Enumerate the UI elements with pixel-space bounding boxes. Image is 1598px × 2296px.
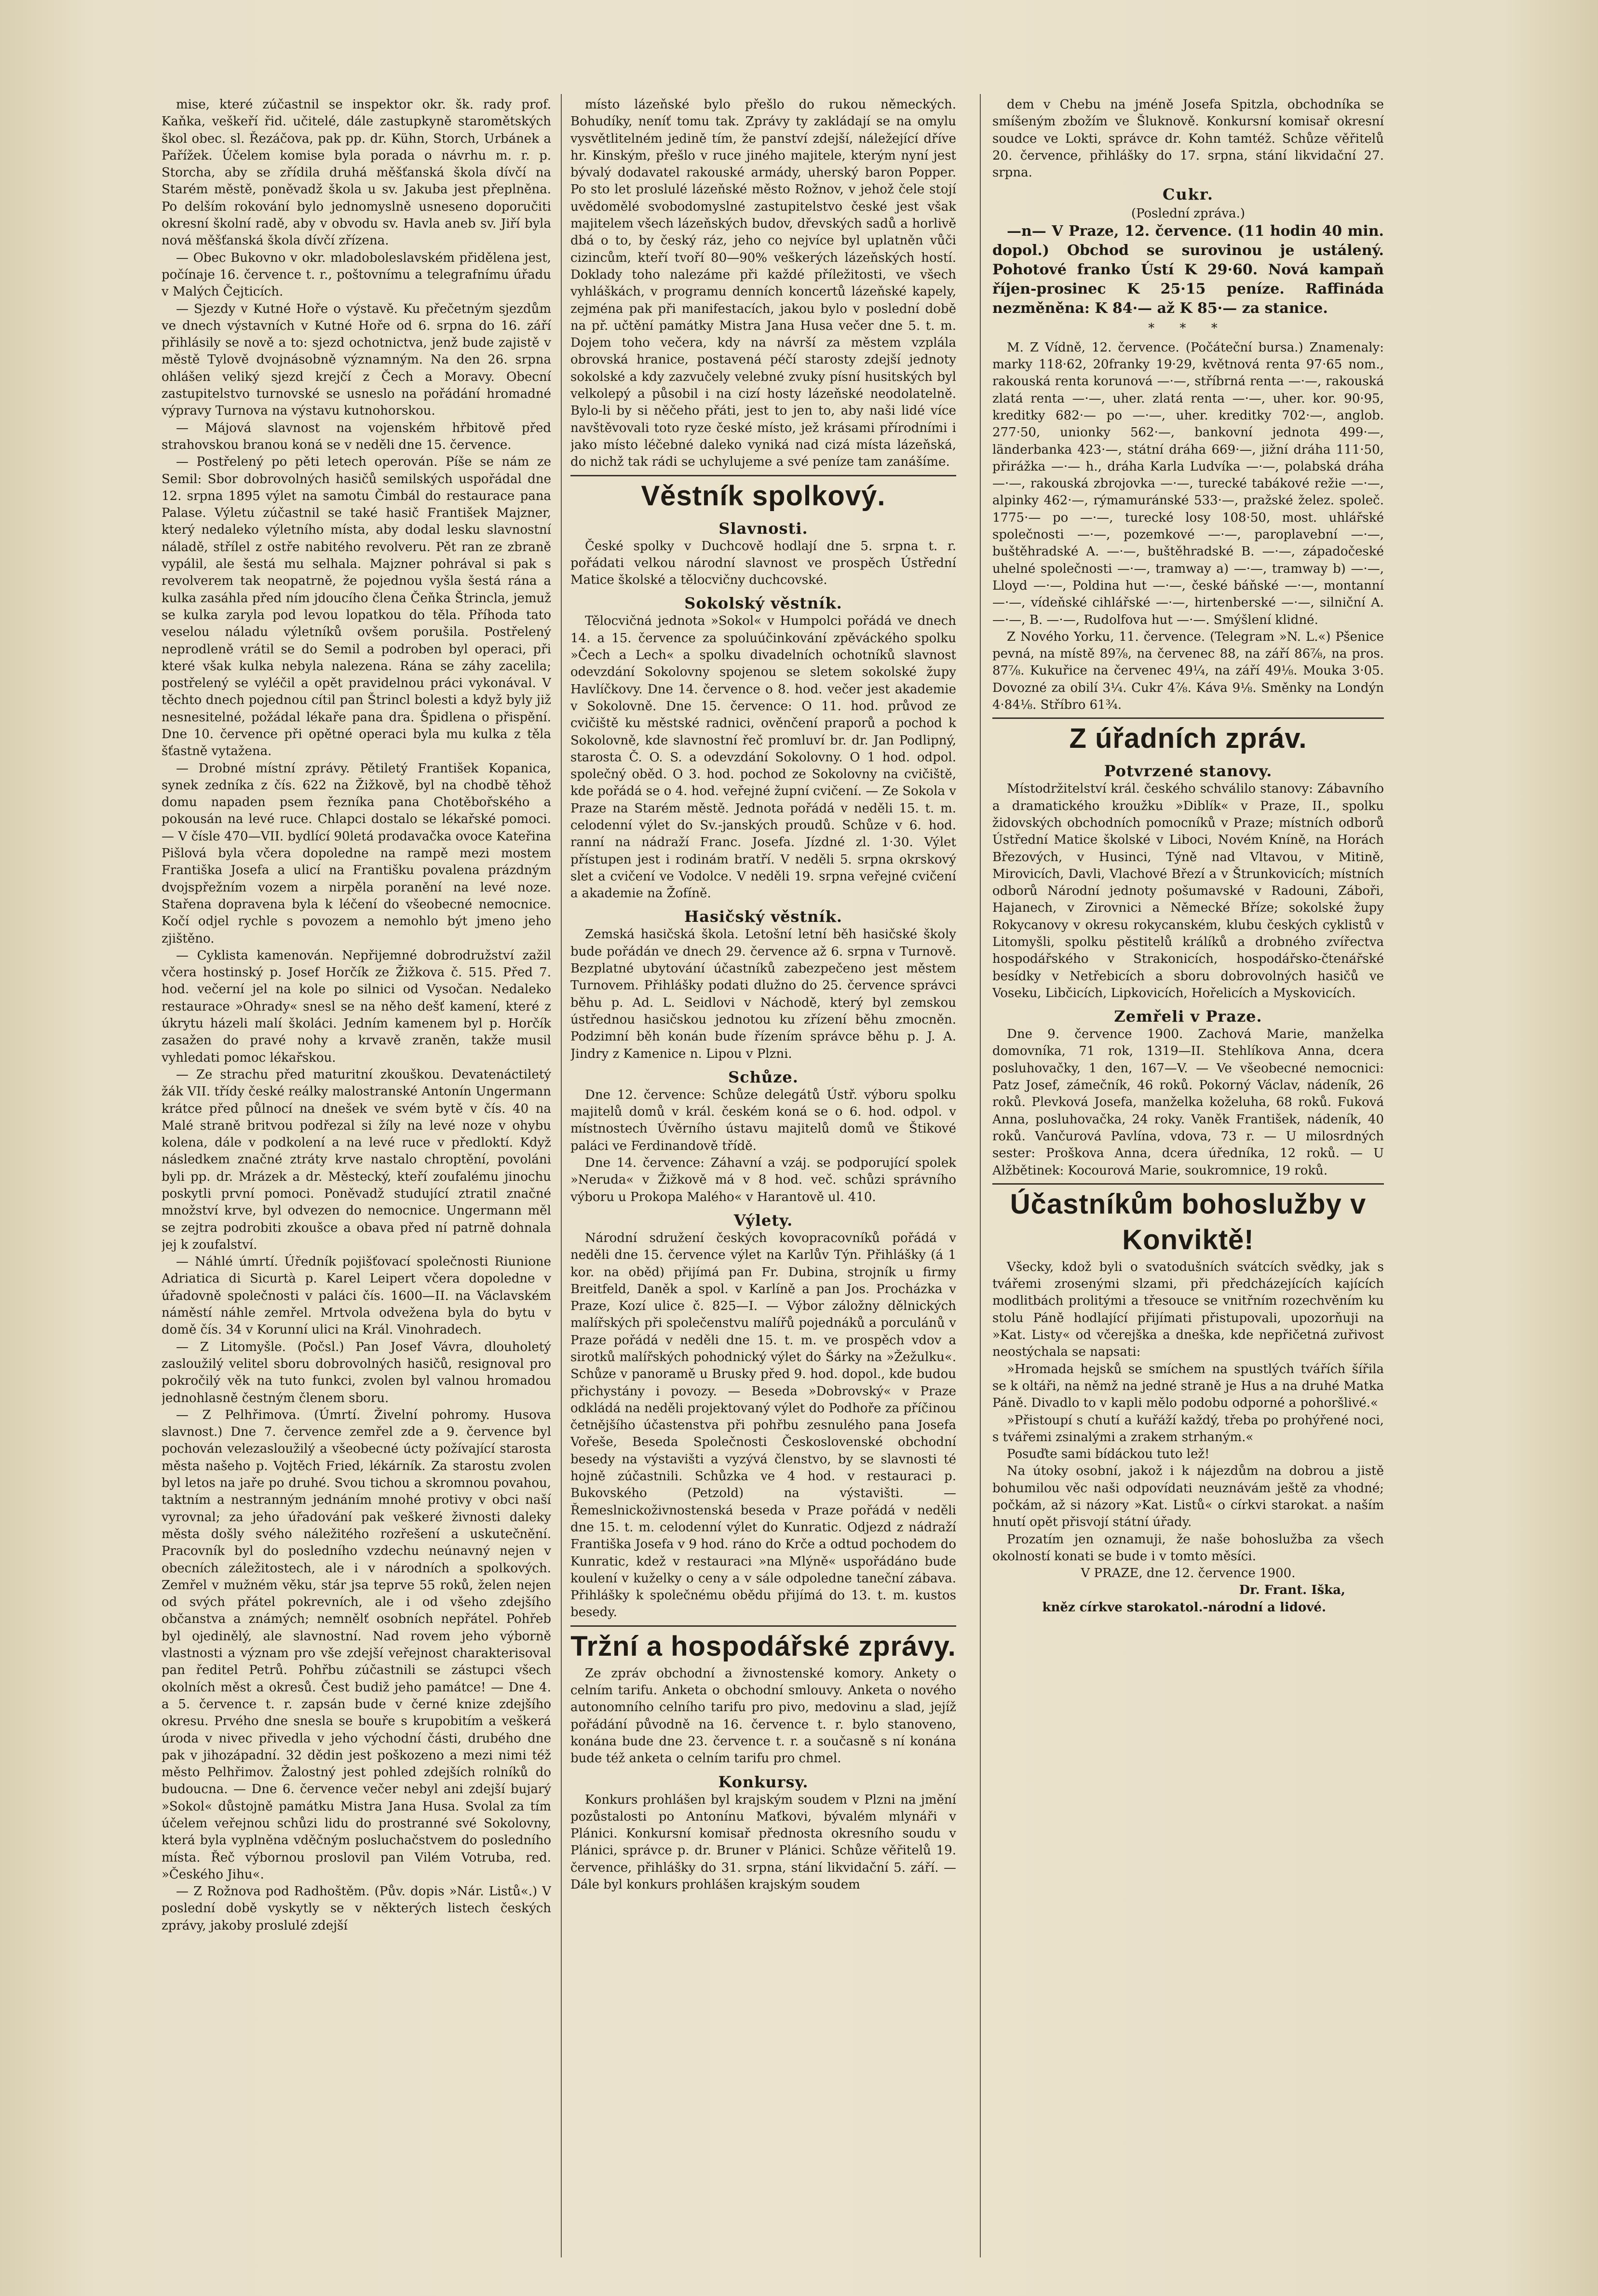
column-rule: [561, 94, 562, 2257]
column-3: [992, 96, 1384, 2267]
article-paragraph: — Obec Bukovno v okr. mladoboleslavském přidělena jest, počínaje 16. července t. r., poštovnímu a telegrafnímu úřadu v Malých Čejticích.: [162, 250, 551, 299]
section-heading-urady: Z úřadních zpráv.: [992, 717, 1384, 756]
subheading-potvrzene: Potvrzené stanovy.: [1104, 762, 1273, 781]
article-paragraph: »Přistoupí s chutí a kuřáží každý, třeba po prohýřené noci, s tvářemi zsinalými a zrakem strhaným.«: [992, 1413, 1384, 1445]
subheading-vylety: Výlety.: [733, 1211, 793, 1229]
article-paragraph: — Drobné místní zprávy. Pětiletý František Kopanica, synek zedníka z čís. 622 na Žižkově, byl na chodbě těhož domu napaden psem řezníka pana Chotěbořského a pokousán na levé ruce. Chlapci dostalo se lékařské pomoci. — V čísle 470—VII. bydlící 90letá prodavačka ovoce Kateřina Pišlová byla včera dopoledne na rampě mezi mostem Františka Josefa a ulicí na Františku povalena prázdným dvojspřežním vozem a nirpěla poranění na levé noze. Stařena dopravena byla k léčení do všeobecné nemocnice. Kočí odjel rychle s povozem a nemohlo být jmeno jeho zjištěno.: [162, 761, 551, 946]
column-rule: [980, 94, 981, 2257]
article-paragraph: Místodržitelství král. českého schválilo stanovy: Zábavního a dramatického kroužku »Diblík« v Praze, II., spolku židovských obchodních pomocníků v Praze; místních odborů Ústřední Matice školské v Liboci, Novém Kníně, na Horách Březových, v Husinci, Týně nad Vltavou, v Mitině, Mirovicích, Davli, Vlachové Březí a v Štrunkovicích; místních odborů Národní jednoty pošumavské v Radouni, Záboři, Hajanech, v Zirovnici a Německé Bříze; sokolské župy Rokycanovy v okresu rokycanském, klubu českých cyklistů v Litomyšli, spolku pěstitelů králíků a drobného zvířectva hospodářského v Strakonicích, hospodářsko-čtenářské besídky v Netřebicích a sboru dobrovolných hasičů ve Voseku, Libčicích, Lipkovicích, Hořelicích a Myskovicích.: [992, 782, 1384, 1000]
newyork-report: Z Nového Yorku, 11. července. (Telegram »N. L.«) Pšenice pevná, na místě 89⅞, na červenec 88, na září 86⅞, na pros. 87⅞. Kukuřice na červenec 49¼, na září 49⅛. Mouka 3·05. Dovozné za obilí 3¼. Cukr 4⅞. Káva 9⅛. Směnky na Londýn 4·84⅛. Stříbro 61¾.: [992, 629, 1384, 713]
signature-place-date: V PRAZE, dne 12. července 1900.: [1081, 1566, 1296, 1581]
article-paragraph: Tělocvičná jednota »Sokol« v Humpolci pořádá ve dnech 14. a 15. července za spoluúčinkování zpěváckého spolku »Čech a Lech« a spolku divadelních ochotníků slavnost odevzdání Sokolovny spojenou se sletem sokolské župy Havlíčkovy. Dne 14. července o 8. hod. večer jest akademie v Sokolovně. Dne 15. července: O 11. hod. průvod ze cvičiště ku městské radnici, ověnčení praporů a pochod k Sokolovně, kde slavnostní řeč promluví br. dr. Jan Podlipný, starosta Č. O. S. a odevzdání Sokolovny. O 1 hod. odpol. společný oběd. O 3. hod. pochod ze Sokolovny na cvičiště, kde pořádá se o 4. hod. veřejné župní cvičení. — Ze Sokola v Praze na Starém městě. Jednota pořádá v neděli 15. t. m. celodenní výlet do Sv.-janských proudů. Schůze v 6. hod. ranní na nádraží Franc. Josefa. Jízdné zl. 1·30. Výlet přístupen jest i rodinám bratří. V neděli 5. srpna okrskový slet a cvičení ve Vodolce. V neděli 19. srpna veřejné cvičení a akademie na Žofíně.: [570, 614, 956, 901]
article-paragraph: — Z Pelhřimova. (Úmrtí. Živelní pohromy. Husova slavnost.) Dne 7. července zemřel zde a 9. července byl pochován velezasloužilý a všeobecné úcty požívající starosta města našeho p. Vojtěch Fried, lékárník. Za starostu zvolen byl letos na jaře po druhé. Svou tichou a skromnou povahou, taktním a nestranným jednáním mnohé protivy v obci naší vyrovnal; za jeho úřadování pak veškeré živnosti daleky města došly svého náležitého rozřešení a uskutečnění. Pracovník byl do posledního vzdechu neúnavný nejen v obecních záležitostech, ale i v národních a spolkových. Zemřel v mužném věku, stár jsa teprve 55 roků, želen nejen od svých přátel pokrevních, ale i od všeho zdejšího občanstva a známých; nemnělť osobních nepřátel. Pohřeb byl ojedinělý, ale slavnostní. Nad rovem jeho výborně vlastnosti a význam pro vše zdejší veřejnost charakterisoval pan ředitel Petrů. Pohřbu zúčastnili se zástupci všech okolních měst a okresů. Čest budiž jeho památce! — Dne 4. a 5. července t. r. zapsán bude v černé knize zdejšího okresu. Prvého dne snesla se bouře s krupobitím a veškerá úroda v nivec přivedla v jeho východní části, drubého dne pak v jihozápadní. 32 dědin jest poškozeno a mezi nimi též město Pelhřimov. Žalostný jest pohled zdejších rolníků do budoucna. — Dne 6. července večer nebyl ani zdejší bujarý »Sokol« důstojně památku Mistra Jana Husa. Svolal za tím účelem veřejnou schůzi lidu do prostranné své Sokolovny, která byla vyplněna vděčným posluchačstvem do posledního místa. Řeč výbornou proslovil pan Vilém Votruba, red. »Českého Jihu«.: [162, 1407, 551, 1882]
article-paragraph: — Cyklista kamenován. Nepřijemné dobrodružství zažil včera hostinský p. Josef Horčík ze Žižkova č. 515. Před 7. hod. večerní jel na kole po silnici od Vysočan. Nedaleko restaurace »Ohrady« snesl se na něho dešť kamení, které z úkrytu házeli malí školáci. Jedním kamenem byl p. Horčík zasažen do pravé nohy a krvavě zraněn, takže musil vyhledati pomoc lékařskou.: [162, 948, 551, 1065]
article-paragraph: Dne 12. července: Schůze delegátů Ústř. výboru spolku majitelů domů v král. českém koná se o 6. hod. odpol. v místnostech Úvěrního ústavu majitelů domů ve Štikové paláci ve Ferdinandově třídě.: [570, 1087, 956, 1153]
subheading-slavnosti: Slavnosti.: [718, 519, 808, 538]
article-paragraph: České spolky v Duchcově hodlají dne 5. srpna t. r. pořádati velkou národní slavnost ve prospěch Ústřední Matice školské a tělocvičny duchcovské.: [570, 539, 956, 588]
section-heading-trzni: Tržní a hospodářské zprávy.: [570, 1625, 956, 1664]
subheading-schuze: Schůze.: [728, 1067, 799, 1086]
article-paragraph: Zemská hasičská škola. Letošní letní běh hasičské školy bude pořádán ve dnech 29. července až 6. srpna v Turnově. Bezplatné ubytování účastníků zabezpečeno jest městem Turnovem. Přihlášky podati dlužno do 25. července správci běhu p. Ad. L. Seidlovi v Náchodě, který byl zemskou ústřednou hasičskou jednotou ku zřízení běhu zmocněn. Podzimní běh konán bude řízením správce běhu p. J. A. Jindry z Kamenice n. Lipou v Plzni.: [570, 927, 956, 1061]
article-paragraph: Dne 9. července 1900. Zachová Marie, manželka domovníka, 71 rok, 1319—II. Stehlíkova Anna, dcera posluhovačky, 1 den, 167—V. — Ve všeobecné nemocnici: Patz Josef, zámečník, 46 roků. Pokorný Václav, nádeník, 26 roků. Plevková Josefa, manželka koželuha, 68 roků. Fuková Anna, posluhovačka, 24 roky. Vaněk František, nádeník, 40 roků. Vančurová Pavlína, vdova, 73 r. — U milosrdných sester: Proškova Anna, dcera úředníka, 12 roků. — U Alžbětinek: Kocourová Marie, soukromnice, 19 roků.: [992, 1027, 1384, 1178]
subheading-zemreli: Zemřeli v Praze.: [1114, 1007, 1262, 1026]
signature-name: Dr. Frant. Iška,: [1239, 1583, 1345, 1598]
article-paragraph: — Z Litomyšle. (Počsl.) Pan Josef Vávra, dlouholetý zasloužilý velitel sboru dobrovolných hasičů, resignoval pro pokročilý věk na tuto funkci, zvolen byl valnou hromadou jednohlasně čestným členem sboru.: [162, 1339, 551, 1405]
article-paragraph: Národní sdružení českých kovopracovníků pořádá v neděli dne 15. července výlet na Karlův Týn. Přihlášky (á 1 kor. na oběd) přijímá pan Fr. Dubina, strojník u firmy Breitfeld, Daněk a spol. v Karlíně a pan Jos. Procházka v Praze, Kozí ulice č. 825—I. — Výbor záložny dělnických malířských při společenstvu malířů pojednáků a porculánů v Praze pořádá v neděli dne 15. t. m. ve prospěch vdov a sirotků malířských pohodnický výlet do Šárky na »Žežulku«. Schůze v panoramě u Brusky před 9. hod. dopol., kde budou přichystány i povozy. — Beseda »Dobrovský« v Praze odkládá na neděli projektovaný výlet do Podhoře za příčinou četnějšího účastenstva při pohřbu zesnulého pana Josefa Vořeše, Beseda Společnosti Československé obchodní besedy na výstavišti a vyzývá členstvo, by se slavnosti té hojně zúčastnili. Schůzka ve 4 hod. v restauraci p. Bukovského (Petzold) na výstavišti. — Řemeslnickoživnostenská beseda v Praze pořádá v neděli dne 15. t. m. celodenní výlet do Kunratic. Odjezd z nádraží Františka Josefa v 9 hod. ráno do Krče a odtud pochodem do Kunratic, kdež v restauraci »na Mlýně« uspořádáno bude koulení v kuželky o ceny a v sále odpoledne taneční zábava. Přihlášky k společnému obědu přijímá do 13. t. m. kustos besedy.: [570, 1230, 956, 1620]
article-paragraph: místo lázeňské bylo přešlo do rukou německých. Bohudíky, neníť tomu tak. Zprávy ty zakládají se na omylu vysvětlitelném jedině tím, že panství zdejší, náležející dříve hr. Kinským, přešlo v ruce jiného majitele, kterým nyní jest bývalý dodavatel rakouské armády, uherský baron Popper. Po sto let proslulé lázeňské město Rožnov, v jehož čele stojí uvědomělé svobodomyslné zastupitelstvo české jest však majitelem všech lázeňských budov, dřevských sadů a horlivě dbá o to, by český ráz, jeho co nejvíce byl uplatněn vůči cizincům, kteří tvoří 80—90% veškerých lázeňských hostí. Doklady toho nalezáme při každé příležitosti, ve všech vyhláškách, v programu denních koncertů lázeňské kapely, zejména pak při manifestacích, jakou bylo v poslední době na př. učtění památky Mistra Jana Husa večer dne 5. t. m. Dojem toho večera, kdy na návrší za městem vzplála obrovská hranice, postavená péčí starosty zdejší jednoty sokolské a kdy zazvučely velebné zvuky písní husitských byl velkolepý a působil i na cizí hosty lázeňské neodolatelně. Bylo-li by si něčeho přáti, jest to jen to, aby naši lidé více navštěvovali toto ryze české místo, jež krásami přírodními i jako místo léčebné daleko vyniká nad cizá místa lázeňská, do nichž tak rádi se uchylujeme a své peníze tam zanášíme.: [570, 97, 956, 470]
article-paragraph: — Postřelený po pěti letech operován. Píše se nám ze Semil: Sbor dobrovolných hasičů semilských uspořádal dne 12. srpna 1895 výlet na samotu Čimbál do restaurace pana Palase. Výletu zúčastnil se také hasič František Majzner, který nedaleko výletního místa, aby dodal lesku slavnostní náladě, střílel z ostře nabitého revolveru. Pět ran ze zbraně vypálil, ale šestá mu selhala. Majzner pohrával si pak s revolverem tak neopatrně, že pojednou vyšla šestá rána a kulka zasáhla před ním jdoucího člena Čeňka Štrincla, jemuž se kulka zaryla pod levou lopatkou do těla. Příhoda tato veselou náladu výletníků ovšem porušila. Postřelený neprodleně vrátil se do Semil a podroben byl operaci, při které však kulka nebyla nalezena. Rána se záhy zacelila; postřelený se vyléčil a opět pravidelnou práci vykonával. V těchto dnech pojednou cítil pan Štrincl bolesti a když byly již nesnesitelné, požádal lékaře pana dra. Špidlena o přispění. Dne 10. července při opětné operaci byla mu kulka z těla šťastně vytažena.: [162, 455, 551, 759]
section-heading-konvikt: Účastníkům bohoslužby v Konviktě!: [992, 1183, 1384, 1258]
sugar-market-report: —n— V Praze, 12. července. (11 hodin 40 min. dopol.) Obchod se surovinou je ustálený. Pohotové franko Ústí K 29·60. Nová kampaň říjen-prosinec K 25·15 peníze. Raffináda nezměněna: K 84·— až K 85·— za stanice.: [992, 223, 1384, 317]
column-2: [570, 96, 956, 2267]
article-paragraph: — Náhlé úmrtí. Úředník pojišťovací společnosti Riunione Adriatica di Sicurtà p. Karel Leipert včera dopoledne v úřadovně společnosti v paláci čís. 1600—II. na Václavském náměstí náhle zemřel. Mrtvola odvežena byla do bytu v domě čís. 34 v Korunní ulici na Král. Vinohradech.: [162, 1255, 551, 1337]
article-paragraph: — Sjezdy v Kutné Hoře o výstavě. Ku přečetným sjezdům ve dnech výstavních v Kutné Hoře od 6. srpna do 16. září přihlásily se nově a to: sjezd ochotnictva, jenž bude zajistě v městě Tylově dvojnásobně významným. Na den 26. srpna ohlášen veliký sjezd krejčí z Čech a Moravy. Obecní zastupitelstvo turnovské se usneslo na pořádání hromadné výpravy Turnova na výstavu kutnohorskou.: [162, 301, 551, 419]
article-paragraph: Ze zpráv obchodní a živnostenské komory. Ankety o celním tarifu. Anketa o obchodní smlouvy. Anketa o nového autonomního celního tarifu pro pivo, medovinu a slad, jejíž pořádání původně na 16. července t. r. bylo stanoveno, konána bude dne 23. července t. r. a současně s ní konána bude též anketa o celním tarifu pro chmel.: [570, 1666, 956, 1766]
article-paragraph: mise, které zúčastnil se inspektor okr. šk. rady prof. Kaňka, veškeří řid. učitelé, dále zastupkyně staromětských škol obec. sl. Řezáčova, pak pp. dr. Kühn, Storch, Urbánek a Pařížek. Účelem komise byla porada o návrhu m. r. p. Storcha, aby se zřídila druhá měšťanská škola dívčí na Starém městě, poněvadž škola u sv. Jakuba jest přeplněna. Po delším rokování bylo jednomyslně usneseno doporučiti okresní školní radě, aby v obvodu sv. Havla aneb sv. Jiří byla nová měšťanská škola dívčí zřízena.: [162, 97, 551, 248]
article-paragraph: Prozatím jen oznamuji, že naše bohoslužba za všech okolností konati se bude i v tomto měsíci.: [992, 1532, 1384, 1564]
section-heading-vestnik: Věstník spolkový.: [570, 475, 956, 514]
article-paragraph: — Ze strachu před maturitní zkouškou. Devatenáctiletý žák VII. třídy české reálky malostranské Antonín Ungermann krátce před půlnocí na dnešek ve svém bytě v čís. 40 na Malé straně britvou podřezal si žíly na levé noze v ohybu kolena, dále v podkolení a na levé ruce v předloktí. Když následkem značné ztráty krve nastalo chroptění, povoláni byli pp. dr. Mrázek a dr. Městecký, kteří zoufalému jinochu poskytli první pomoci. Poněvadž studující ztratil značné množství krve, byl odvezen do nemocnice. Ungermann měl se zejtra podrobiti zkoušce a obava před ní patrně dohnala jej k zoufalství.: [162, 1067, 551, 1252]
subheading-hasicsky: Hasičský věstník.: [684, 907, 843, 926]
article-paragraph: Konkurs prohlášen byl krajským soudem v Plzni na jmění pozůstalosti po Antonínu Maťkovi, bývalém mlynáři v Plánici. Konkursní komisař přednosta okresního soudu v Plánici, správce p. dr. Bruner v Plánici. Schůze věřitelů 19. července, přihlášky do 31. srpna, stání likvidační 5. září. — Dále byl konkurs prohlášen krajským soudem: [570, 1792, 956, 1892]
article-paragraph: — Májová slavnost na vojenském hřbitově před strahovskou branou koná se v neděli dne 15. července.: [162, 420, 551, 452]
article-paragraph: — Z Rožnova pod Radhoštěm. (Pův. dopis »Nár. Listů«.) V poslední době vyskytly se v některých listech českých zprávy, jakoby proslulé zdejší: [162, 1884, 551, 1933]
column-1: [162, 96, 551, 2267]
article-paragraph: Na útoky osobní, jakož i k nájezdům na dobrou a jistě bohumilou věc naši odpovídati neuznávám ještě za vhodné; počkám, až si názory »Kat. Listů« o církvi starokat. a naším hnutí opět přisvojí státní úřady.: [992, 1464, 1384, 1530]
separator-stars: * * *: [1148, 321, 1228, 336]
vienna-bourse-report: M. Z Vídně, 12. července. (Počáteční bursa.) Znamenaly: marky 118·62, 20franky 19·29, květnová renta 97·65 nom., rakouská renta korunová —·—, stříbrná renta —·—, rakouská zlatá renta —·—, uher. zlatá renta —·—, uher. kor. 90·95, kreditky 682·— po —·—, uher. kreditky 702·—, anglob. 277·50, unionky 562·—, bankovní jednota 499·—, länderbanka 423·—, státní dráha 669·—, jižní dráha 111·50, přirážka —·— h., dráha Karla Ludvíka —·—, polabská dráha —·—, rakouská zbrojovka —·—, turecké tabákové režie —·—, alpinky 462·—, rýmamuránské 533·—, pražské želez. společ. 1775·— po —·—, turecké losy 108·50, most. uhlářské společnosti —·—, pozemkové —·—, paroplavební —·—, buštěhradské A. —·—, buštěhradské B. —·—, západočeské uhelné společnosti —·—, tramway a) —·—, tramway b) —·—, Lloyd —·—, Poldina hut —·—, české báňské —·—, montanní —·—, vídeňské cihlářské —·—, hirtenberské —·—, silniční A. —·—, B. —·—, Rudolfova hut —·—. Smýšlení klidné.: [992, 340, 1384, 627]
article-paragraph: Všecky, kdož byli o svatodušních svátcích svědky, jak s tvářemi zrosenými slzami, při předcházejících kajících modlitbách prolitými a třesouce se vnitřním rozechvěním ku stolu Páně hodlající přijímati přistupovali, upozorňuji na »Kat. Listy« od včerejška a dneška, kde nepřičetná zuřivost neostýchala se napsati:: [992, 1259, 1384, 1360]
subheading-konkursy: Konkursy.: [718, 1772, 809, 1791]
article-paragraph: »Hromada hejsků se smíchem na spustlých tvářích šířila se k oltáři, na němž na jedné straně je Hus a na druhé Matka Páně. Divadlo to v kapli mělo podobu odporné a pohoršlivé.«: [992, 1362, 1384, 1411]
signature-title: kněz církve starokatol.-národní a lidové.: [1042, 1600, 1326, 1615]
article-paragraph: Dne 14. července: Záhavní a vzáj. se podporující spolek »Neruda« v Žižkově má v 8 hod. več. schůzi správního výboru u Prokopa Malého« v Harantově ul. 410.: [570, 1156, 956, 1204]
subheading-sokolsky: Sokolský věstník.: [684, 594, 842, 613]
article-paragraph: Posuďte sami bídáckou tuto lež!: [1007, 1447, 1210, 1462]
article-paragraph: dem v Chebu na jméně Josefa Spitzla, obchodníka se smíšeným zbožím ve Šluknově. Konkursní komisař okresní soudce ve Lokti, správce dr. Kohn tamtéž. Schůze věřitelů 20. července, přihlášky do 17. srpna, stání likvidační 27. srpna.: [992, 97, 1384, 180]
subheading-cukr-note: (Poslední zpráva.): [1131, 206, 1246, 221]
subheading-cukr: Cukr.: [1163, 185, 1214, 204]
